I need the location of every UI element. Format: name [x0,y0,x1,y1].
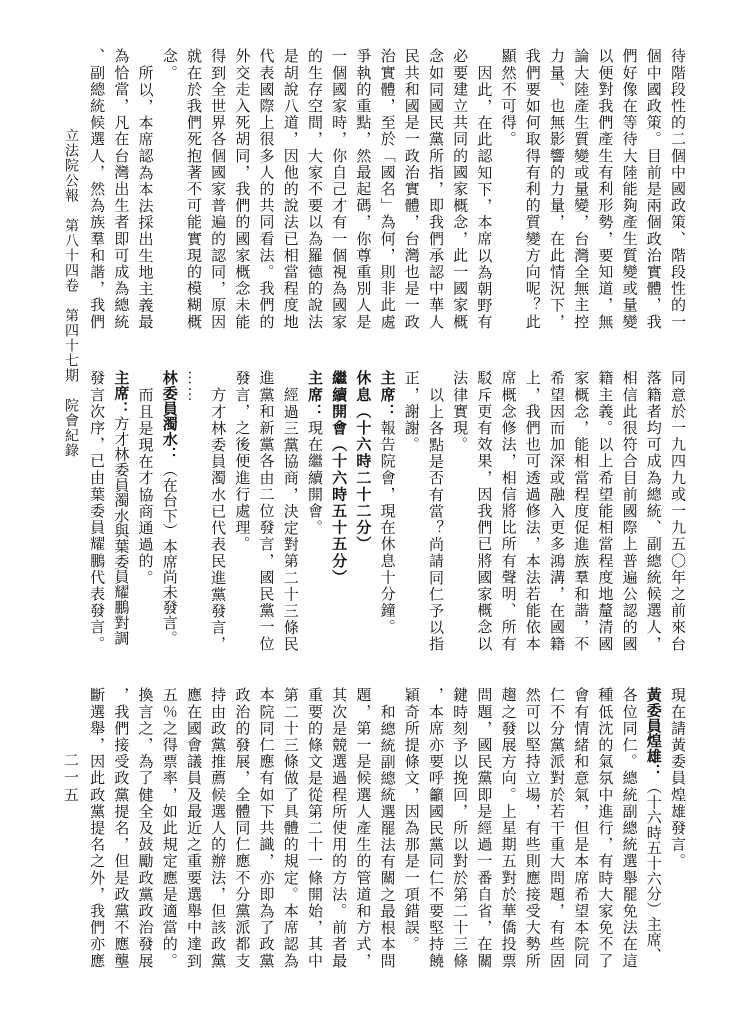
column-text: 駁斥更有效果，因我們已將國家概念以 [475,370,492,653]
column-text: 報告院會，現在休息十分鐘。 [378,419,395,636]
text-column [447,687,471,977]
column-text: 穎奇所提條文，因為那是一項錯誤。 [402,687,419,953]
column-text: 政治的發展，全體同仁應不分黨派都支 [233,687,250,970]
text-column [471,370,495,660]
speaker-name: 林委員濁水： [160,370,177,462]
text-column [326,370,350,660]
text-column [181,48,205,338]
text-column [181,687,205,977]
text-column [302,687,326,977]
column-text: 得到全世界各個國家普遍的認同，原因 [209,48,226,331]
column-text: ，我們接受政黨提名，但是政黨不應壟 [112,687,129,970]
text-column [253,687,277,977]
column-text: 方才林委員濁水已代表民進黨發言， [209,386,226,653]
column-text: 必要建立共同的國家概念，此一國家概 [451,48,468,331]
column-text: ，本席亦要呼籲國民黨同仁不要堅持饒 [426,687,443,970]
speaker-name: 繼續開會（十六時五十五分） [330,370,347,586]
column-text: 民共和國是一政治實體，台灣也是一政 [402,48,419,331]
column-text: 個中國政策。目前是兩個政治實體，我 [644,48,661,331]
text-column [326,48,350,338]
column-text: （十六時五十六分）主席、 [644,778,661,963]
column-text: 正，謝謝。 [402,370,419,453]
text-column [399,370,423,660]
column-text: 換言之，為了健全及鼓勵政黨政治發展 [136,687,153,970]
column-text: 一個國家時，你自己才有一個視為國家 [330,48,347,331]
column-text: 鍵時刻予以挽回，所以對於第二十三條 [451,687,468,970]
text-column [423,48,447,338]
text-column [157,48,181,338]
speaker-name: 主席： [378,370,395,420]
column-text: （在台下）本席尚未發言。 [160,461,177,646]
text-column [350,687,374,977]
text-column [350,370,374,660]
speaker-name: 休息（十六時二十二分） [354,370,371,553]
text-column [495,687,519,977]
text-column [229,370,253,660]
column-text: 代表國際上很多人的共同看法。我們的 [257,48,274,331]
text-column [616,370,640,660]
text-column [471,687,495,977]
column-text: 席概念修法，相信將比所有聲明、所有 [499,370,516,653]
text-column [592,370,616,660]
column-text: 我們要如何取得有利的質變方向呢？此 [523,48,540,331]
column-text: 而且是現在才協商通過的。 [136,386,153,586]
text-column [108,48,132,338]
text-column [423,687,447,977]
text-band-middle [83,370,689,660]
column-text: 題，第一是候選人產生的管道和方式， [354,687,371,970]
column-text: 力量、也無影響的力量，在此情況下， [547,48,564,331]
text-column [205,687,229,977]
text-column [374,48,398,338]
column-text: 發言，之後便進行處理。 [233,370,250,553]
column-text: 五％之得票率，如此規定應是適當的。 [160,687,177,970]
column-text: 以便對我們產生有利形勢，要知道，無 [596,48,613,331]
text-column [374,370,398,660]
column-text: 其次是競選過程所使用的方法。前者最 [330,687,347,970]
column-text: 相信此很符合目前國際上普遍公認的國 [620,370,637,653]
column-text: 待階段性的二個中國政策、階段性的一 [669,48,685,331]
text-column [641,48,665,338]
text-column [132,370,156,660]
text-column [157,370,181,660]
column-text: 法律實現。 [451,370,468,453]
text-column [568,687,592,977]
column-text: 重要的條文是從第二十一條開始，其中 [305,687,322,970]
column-text: 現在請黃委員煌雄發言。 [669,687,685,870]
column-text: 是胡說八道，因他的說法已相當程度地 [281,48,298,331]
text-column [616,687,640,977]
gazette-margin-title: 立法院公報 第八十四卷 第四十七期 院會紀錄 [63,128,78,458]
column-text: 們好像在等待大陸能夠產生質變或量變 [620,48,637,331]
column-text: 、副總統候選人，然為族羣和諧，我們 [88,48,105,331]
text-column [665,687,689,977]
column-text: 顯然不可得。 [499,48,516,148]
text-column [568,48,592,338]
page-number: 二一五 [62,752,78,805]
text-column [447,370,471,660]
column-text: 第二十三條做了具體的規定。本席認為 [281,687,298,970]
text-column [399,687,423,977]
column-text: 方才林委員濁水與葉委員耀鵬對調 [112,415,129,646]
column-text: 發言次序，已由葉委員耀鵬代表發言。 [88,370,105,653]
text-column [278,370,302,660]
text-column [253,370,277,660]
text-column [108,370,132,660]
column-text: 持由政黨推薦候選人的辦法，但該政黨 [209,687,226,970]
column-text: 爭執的重點，然最起碼，你尊重別人是 [354,48,371,331]
text-column [205,370,229,660]
column-text: 為恰當，凡在台灣出生者即可成為總統 [112,48,129,331]
column-text: 經過三黨協商，決定對第二十三條民 [281,386,298,653]
column-text: …… [184,370,201,404]
text-column [108,687,132,977]
column-text: 外交走入死胡同，我們的國家概念未能 [233,48,250,331]
text-column [229,48,253,338]
text-column [157,687,181,977]
text-column [544,687,568,977]
text-band-bottom [83,687,689,977]
column-text: 然可以堅持立場，有些則應接受大勢所 [523,687,540,970]
column-text: 問題，國民黨即是經過一番自省，在關 [475,687,492,970]
text-column [205,48,229,338]
text-column [278,687,302,977]
column-text: 和總統副總統選罷法有關之最根本問 [378,703,395,970]
column-text: 所以，本席認為本法採出生地主義最 [136,64,153,331]
text-column [520,370,544,660]
speaker-name: 黃委員煌雄： [644,687,661,779]
text-column [278,48,302,338]
text-column [665,370,689,660]
text-column [568,370,592,660]
column-text: 斷選舉，因此政黨提名之外，我們亦應 [88,687,105,970]
text-column [592,48,616,338]
text-column [132,687,156,977]
column-text: 念如同國民黨所指，即我們承認中華人 [426,48,443,331]
column-text: 論大陸產生質變或量變，台灣全無主控 [572,48,589,331]
column-text: 上，我們也可透過修法，本法若能依本 [523,370,540,653]
column-text: 以上各點是否有當？尚請同仁予以指 [426,386,443,653]
text-column [592,687,616,977]
text-column [253,48,277,338]
text-column [302,48,326,338]
text-column [302,370,326,660]
text-column [495,370,519,660]
column-text: 希望因而加深或融入更多鴻溝，在國籍 [547,370,564,653]
text-column [447,48,471,338]
column-text: 就在於我們死抱著不可能實現的模糊概 [184,48,201,331]
column-text: 因此，在此認知下，本席以為朝野有 [475,64,492,331]
text-column [641,370,665,660]
text-column [520,687,544,977]
text-column [520,48,544,338]
column-text: 同意於一九四九或一九五〇年之前來台 [669,370,685,653]
text-column [495,48,519,338]
column-text: 進黨和新黨各由二位發言，國民黨一位 [257,370,274,653]
column-text: 本院同仁應有如下共識，亦即為了政黨 [257,687,274,970]
text-column [229,687,253,977]
column-text: 念。 [160,48,177,82]
text-column [423,370,447,660]
column-text: 應在國會議員及最近之重要選舉中達到 [184,687,201,970]
column-text: 種低沈的氣氛中進行，有時大家免不了 [596,687,613,970]
text-column [350,48,374,338]
text-column [181,370,205,660]
text-column [471,48,495,338]
column-text: 趨之發展方向。上星期五對於華僑投票 [499,687,516,970]
text-column [84,687,108,977]
text-column [84,48,108,338]
text-column [616,48,640,338]
column-text: 仁不分黨派對於若干重大問題，有些固 [547,687,564,970]
column-text: 現在繼續開會。 [305,419,322,537]
text-band-top [83,48,689,338]
text-column [665,48,689,338]
text-column [544,48,568,338]
text-column [399,48,423,338]
column-text: 的生存空間，大家不要以為羅德的說法 [305,48,322,331]
column-text: 籍主義。以上希望能相當程度地釐清國 [596,370,613,653]
column-text: 會有情緒和意氣，但是本席希望本院同 [572,687,589,970]
column-text: 治實體，至於「國名」為何，則非此處 [378,48,395,331]
column-text: 落籍者均可成為總統、副總統候選人， [644,370,661,653]
text-column [132,48,156,338]
text-column [544,370,568,660]
column-text: 各位同仁。總統副總統選舉罷免法在這 [620,687,637,970]
column-text: 家概念，能相當程度促進族羣和諧，不 [572,370,589,653]
text-column [326,687,350,977]
text-column [641,687,665,977]
text-column [374,687,398,977]
text-column [84,370,108,660]
speaker-name: 主席： [305,370,322,420]
speaker-name: 主席： [112,370,129,416]
